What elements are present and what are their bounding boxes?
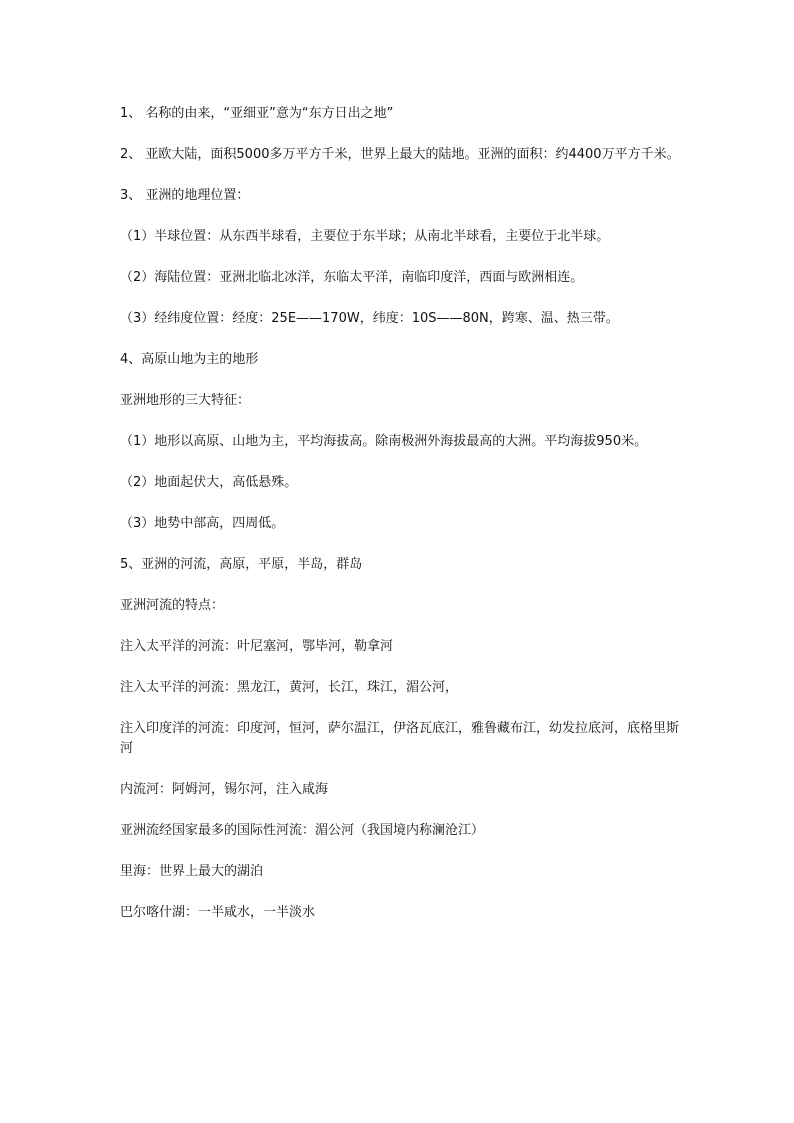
lake-balkhash: 巴尔喀什湖：一半咸水，一半淡水 — [120, 905, 316, 920]
document-body — [120, 104, 680, 944]
river-features-heading: 亚洲河流的特点： — [120, 598, 225, 613]
item-2-area: 2、 亚欧大陆，面积5000多万平方千米，世界上最大的陆地。亚洲的面积：约4400万平方千米。 — [120, 147, 680, 162]
international-river: 亚洲流经国家最多的国际性河流：湄公河（我国境内称澜沧江） — [120, 823, 485, 838]
inland-rivers: 内流河：阿姆河，锡尔河，注入咸海 — [120, 782, 329, 797]
item-5-rivers-heading: 5、亚洲的河流，高原，平原，半岛，群岛 — [120, 557, 363, 572]
rivers-indian-ocean: 注入印度洋的河流：印度河，恒河，萨尔温江，伊洛瓦底江，雅鲁藏布江，幼发拉底河，底格里斯河 — [120, 721, 680, 756]
item-3-location-heading: 3、 亚洲的地理位置： — [120, 188, 250, 203]
item-1-name-origin: 1、 名称的由来，“亚细亚”意为“东方日出之地” — [120, 106, 394, 121]
location-hemisphere: （1）半球位置：从东西半球看，主要位于东半球；从南北半球看，主要位于北半球。 — [120, 229, 610, 244]
terrain-features-heading: 亚洲地形的三大特征： — [120, 393, 251, 408]
rivers-line-1: 注入太平洋的河流：叶尼塞河，鄂毕河，勒拿河 — [120, 639, 394, 654]
terrain-feature-1: （1）地形以高原、山地为主，平均海拔高。除南极洲外海拔最高的大洲。平均海拔950米。 — [120, 434, 648, 449]
terrain-feature-3: （3）地势中部高，四周低。 — [120, 516, 285, 531]
item-4-terrain-heading: 4、高原山地为主的地形 — [120, 352, 259, 367]
location-land-sea: （2）海陆位置：亚洲北临北冰洋，东临太平洋，南临印度洋，西面与欧洲相连。 — [120, 270, 584, 285]
terrain-feature-2: （2）地面起伏大，高低悬殊。 — [120, 475, 298, 490]
rivers-line-2: 注入太平洋的河流：黑龙江，黄河，长江，珠江，湄公河， — [120, 680, 459, 695]
caspian-sea: 里海：世界上最大的湖泊 — [120, 864, 264, 879]
location-lat-long: （3）经纬度位置：经度：25E——170W，纬度：10S——80N，跨寒、温、热三带。 — [120, 311, 619, 326]
